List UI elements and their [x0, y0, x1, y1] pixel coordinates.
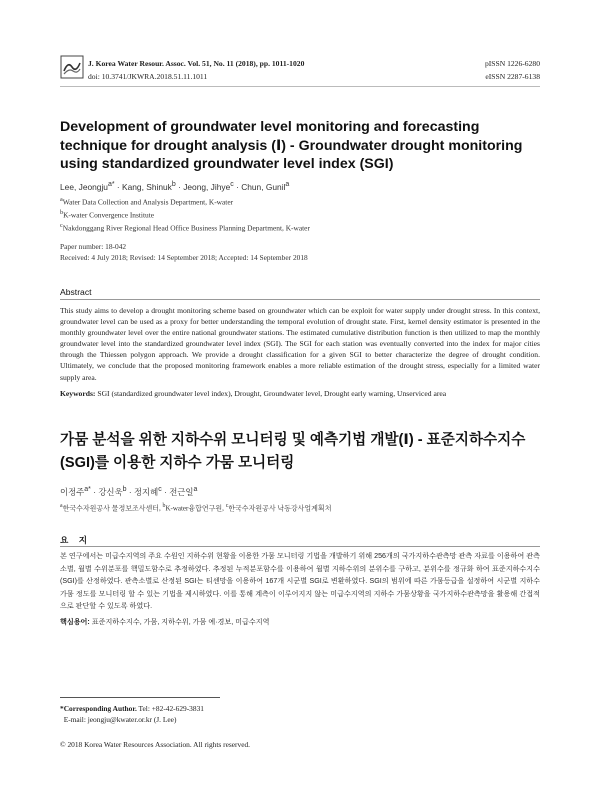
author-name: Lee, Jeongju — [60, 181, 108, 192]
footnote-divider — [60, 697, 220, 698]
author-name: Jeong, Jihye — [183, 181, 231, 192]
pissn: pISSN 1226-6280 — [484, 59, 540, 68]
affiliation-list — [60, 195, 310, 234]
paper-info — [60, 241, 308, 263]
author-name: Chun, Gunil — [241, 181, 286, 192]
korean-keywords — [60, 617, 540, 627]
keywords — [60, 388, 540, 399]
author-sup: a* — [107, 181, 115, 188]
corresponding-email[interactable]: E-mail: jeongju@kwater.or.kr (J. Lee) — [63, 715, 177, 724]
paper-title: Development of groundwater level monitoring and forecasting technique for drought analysis (Ⅰ) - Groundwater drought monitoring using standardized groundwater level index (SGI) — [60, 119, 523, 172]
journal-logo-icon — [60, 55, 84, 79]
header-divider — [60, 86, 540, 87]
paper-dates: Received: 4 July 2018; Revised: 14 September 2018; Accepted: 14 September 2018 — [60, 253, 308, 262]
korean-author-list: 이정주$^{a*}$ · 강신욱$^b$ · 정지혜$^c$ · 전근일$^a$ — [60, 486, 198, 497]
korean-abstract-text: 본 연구에서는 미급수지역의 주요 수원인 지하수위 현황을 이용한 가뭄 모니터링 기법을 개발하기 위해 256개의 국가지하수관측망 관측 자료를 이용하여 관측소별, 월별 수위분포를 핵밀도함수로 추정하였다. 추정된 누적분포함수를 이용하여 월별 지하수위의 분위수를 구하고, 분위수를 정규화 하여 표준지하수지수(SGI)를 산정하였다. 관측소별로 산정된 SGI는 티센망을 이용하여 167개 시군별 SGI로 변환하였다. SGI의 범위에 따른 가뭄등급을 설정하여 시군별 지하수 가뭄 정도를 모니터링 할 수 있는 기법을 제시하였다. 이를 통해 계측이 이루어지지 않는 미급수지역의 지하수 가뭄상황을 국가지하수관측망을 활용해 간접적으로 판단할 수 있도록 하였다. — [60, 552, 540, 611]
affiliation: $^c$Nakdonggang River Regional Head Office Business Planning Department, K-water — [60, 222, 310, 233]
issn-block — [485, 58, 540, 83]
author-name: Kang, Shinuk — [122, 181, 172, 192]
corresponding-author — [60, 703, 204, 725]
copyright: © 2018 Korea Water Resources Association. All rights reserved. — [60, 740, 251, 749]
keywords-label: Keywords: — [60, 389, 96, 398]
paper-number: Paper number: 18-042 — [60, 242, 127, 251]
korean-keywords-text: 표준지하수지수, 가뭄, 지하수위, 가뭄 예·경보, 미급수지역 — [89, 618, 270, 626]
abstract-divider — [60, 299, 540, 300]
affiliation: $^b$K-water Convergence Institute — [60, 209, 155, 220]
korean-title: 가뭄 분석을 위한 지하수위 모니터링 및 예측기법 개발(Ⅰ) - 표준지하수지수(SGI)를 이용한 지하수 가뭄 모니터링 — [60, 432, 526, 471]
author-sup: b — [171, 181, 176, 188]
doi-line[interactable]: doi: 10.3741/JKWRA.2018.51.11.1011 — [88, 71, 208, 81]
korean-abstract-divider — [60, 546, 540, 547]
keywords-text: SGI (standardized groundwater level index), Drought, Groundwater level, Drought early warning, Unserviced area — [97, 389, 447, 398]
author-sup: a — [285, 181, 290, 188]
journal-citation — [88, 58, 304, 83]
corresponding-label: *Corresponding Author. — [60, 704, 137, 713]
eissn: eISSN 2287-6138 — [485, 71, 540, 81]
abstract-heading: Abstract — [60, 287, 92, 297]
korean-abstract-heading: 요 지 — [60, 535, 91, 545]
author-list: Lee, Jeongju$^{a*}$ · Kang, Shinuk$^b$ · Jeong, Jihye$^c$ · Chun, Gunil$^a$ — [60, 181, 290, 192]
abstract-text: This study aims to develop a drought monitoring scheme based on groundwater which can be exploit for water supply under drought stress. In this context, groundwater level can be used as a proxy for better understanding the temporal evolution of drought state. First, kernel density estimator is presented in the monthly groundwater level over the entire national groundwater stations. The estimated cumulative distribution function is then utilized to map the monthly groundwater level into the standardized groundwater level index (SGI). The SGI for each station was eventually converted into the index for major cities through the Thiessen polygon approach. We provide a drought classification for a given SGI to better characterize the degree of drought condition. Ultimately, we conclude that the proposed monitoring framework enables a more reliable estimation of the drought stress, especially for a limited water supply area. — [60, 306, 540, 382]
affiliation: $^a$Water Data Collection and Analysis Department, K-water — [60, 197, 234, 207]
author-sup: c — [230, 181, 234, 188]
journal-line: J. Korea Water Resour. Assoc. Vol. 51, No. 11 (2018), pp. 1011-1020 — [88, 59, 305, 68]
korean-keywords-label: 핵심용어: — [60, 618, 90, 626]
korean-affiliations: $^a$한국수자원공사 물정보조사센터, $^b$K-water융합연구원, $^c$한국수자원공사 낙동강사업계획처 — [60, 503, 332, 513]
corresponding-tel: Tel: +82-42-629-3831 — [136, 704, 204, 713]
